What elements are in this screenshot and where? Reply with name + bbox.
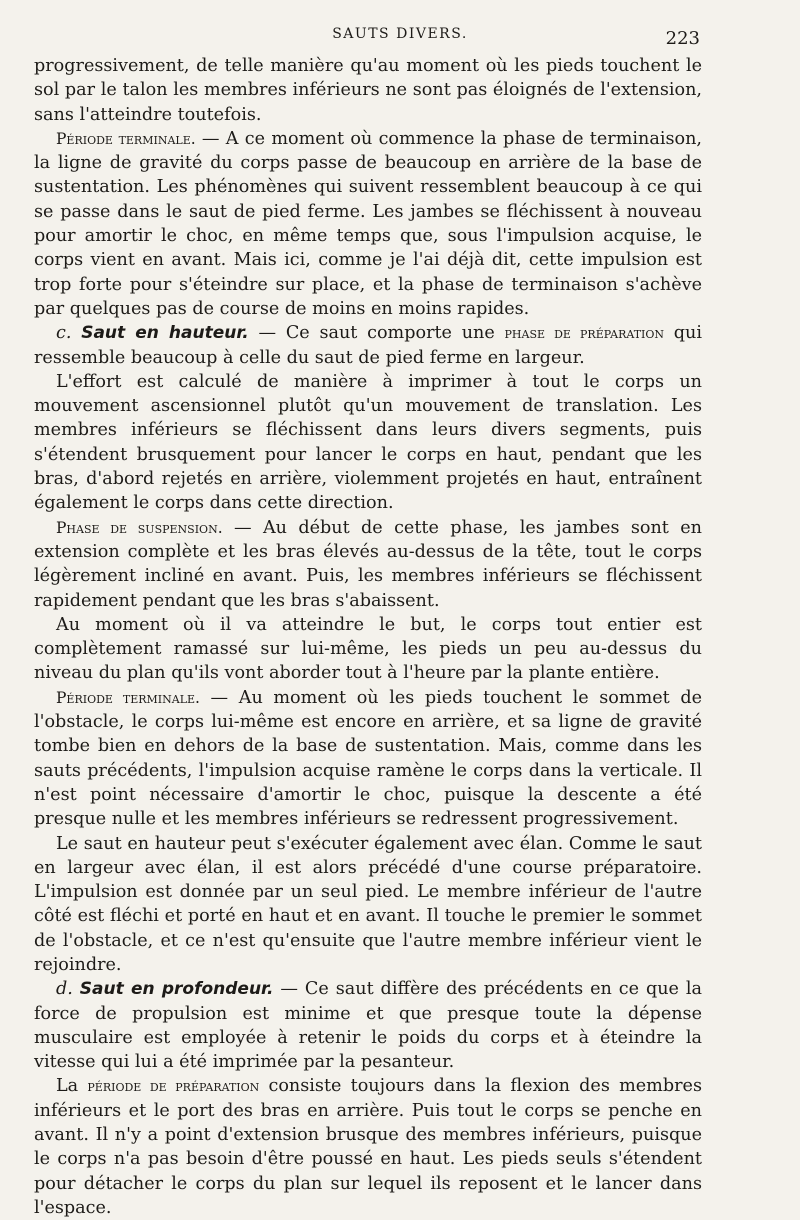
section-letter: d. [56, 979, 73, 1000]
paragraph-4: L'effort est calculé de manière à imprimer à tout le corps un mouvement ascensionnel plutôt qu'un mouvement de translation. Les membres inférieurs se fléchissent dans leurs divers segments, puis s'étendent brusquement pour lancer le corps en haut, pendant que les bras, d'abord rejetés en arrière, violemment projetés en haut, entraînent également le corps dans cette direction. [34, 371, 702, 514]
page-number: 223 [665, 28, 700, 49]
paragraph-2: Période terminale. — A ce moment où commence la phase de terminaison, la ligne de gravité du corps passe de beaucoup en arrière de la base de sustentation. Les phénomènes qui suivent ressemblent beaucoup à ce qui se passe dans le saut de pied ferme. Les jambes se fléchissent à nouveau pour amortir le choc, en même temps que, sous l'impulsion acquise, le corps vient en avant. Mais ici, comme je l'ai déjà dit, cette impulsion est trop forte pour s'éteindre sur place, et la phase de terminaison s'achève par quelques pas de course de moins en moins rapides. [34, 128, 703, 319]
running-head [0, 26, 800, 50]
section-label: période de préparation [87, 1077, 260, 1096]
running-title: SAUTS DIVERS. [332, 26, 468, 42]
section-label: Phase de suspension. [56, 518, 223, 537]
section-label: Période terminale. [56, 688, 200, 707]
section-letter: c. [56, 323, 72, 344]
paragraph-8: Le saut en hauteur peut s'exécuter également avec élan. Comme le saut en largeur avec élan, il est alors précédé d'une course préparatoire. L'impulsion est donnée par un seul pied. Le membre inférieur de l'autre côté est fléchi et porté en haut et en avant. Il touche le premier le sommet de l'obstacle, et ce n'est qu'ensuite que l'autre membre inférieur vient le rejoindre. [34, 833, 702, 975]
section-heading: Saut en hauteur. [81, 323, 249, 344]
body-text [34, 54, 702, 1220]
paragraph-9: d. Saut en profondeur. — Ce saut diffère des précédents en ce que la force de propulsion est minime et que presque toute la dépense musculaire est employée à retenir le poids du corps et à éteindre la vitesse qui lui a été imprimée par la pesanteur. [34, 979, 702, 1073]
paragraph-5: Phase de suspension. — Au début de cette phase, les jambes sont en extension complète et les bras élevés au-dessus de la tête, tout le corps légèrement incliné en avant. Puis, les membres inférieurs se fléchissent rapidement pendant que les bras s'abaissent. [34, 517, 702, 611]
paragraph-3: c. Saut en hauteur. — Ce saut comporte une phase de préparation qui ressemble beaucoup à celle du saut de pied ferme en largeur. [34, 323, 702, 368]
paragraph-1: progressivement, de telle manière qu'au moment où les pieds touchent le sol par le talon les membres inférieurs ne sont pas éloignés de l'extension, sans l'atteindre toutefois. [34, 56, 702, 125]
paragraph-10: La période de préparation consiste toujours dans la flexion des membres inférieurs et le port des bras en arrière. Puis tout le corps se penche en avant. Il n'y a point d'extension brusque des membres inférieurs, puisque le corps n'a pas besoin d'être poussé en haut. Les pieds seuls s'étendent pour détacher le corps du plan sur lequel ils reposent et le lancer dans l'espace. [34, 1076, 702, 1218]
section-label: phase de préparation [504, 324, 665, 343]
paragraph-7: Période terminale. — Au moment où les pieds touchent le sommet de l'obstacle, le corps lui-même est encore en arrière, et sa ligne de gravité tombe bien en dehors de la base de sustentation. Mais, comme dans les sauts précédents, l'impulsion acquise ramène le corps dans la verticale. Il n'est point nécessaire d'amortir le choc, puisque la descente a été presque nulle et les membres inférieurs se redressent progressivement. [34, 687, 702, 830]
paragraph-6: Au moment où il va atteindre le but, le corps tout entier est complètement ramassé sur lui-même, les pieds un peu au-dessus du niveau du plan qu'ils vont aborder tout à l'heure par la plante entière. [34, 614, 702, 684]
section-label: Période terminale. [56, 129, 196, 148]
section-heading: Saut en profondeur. [79, 979, 274, 1000]
